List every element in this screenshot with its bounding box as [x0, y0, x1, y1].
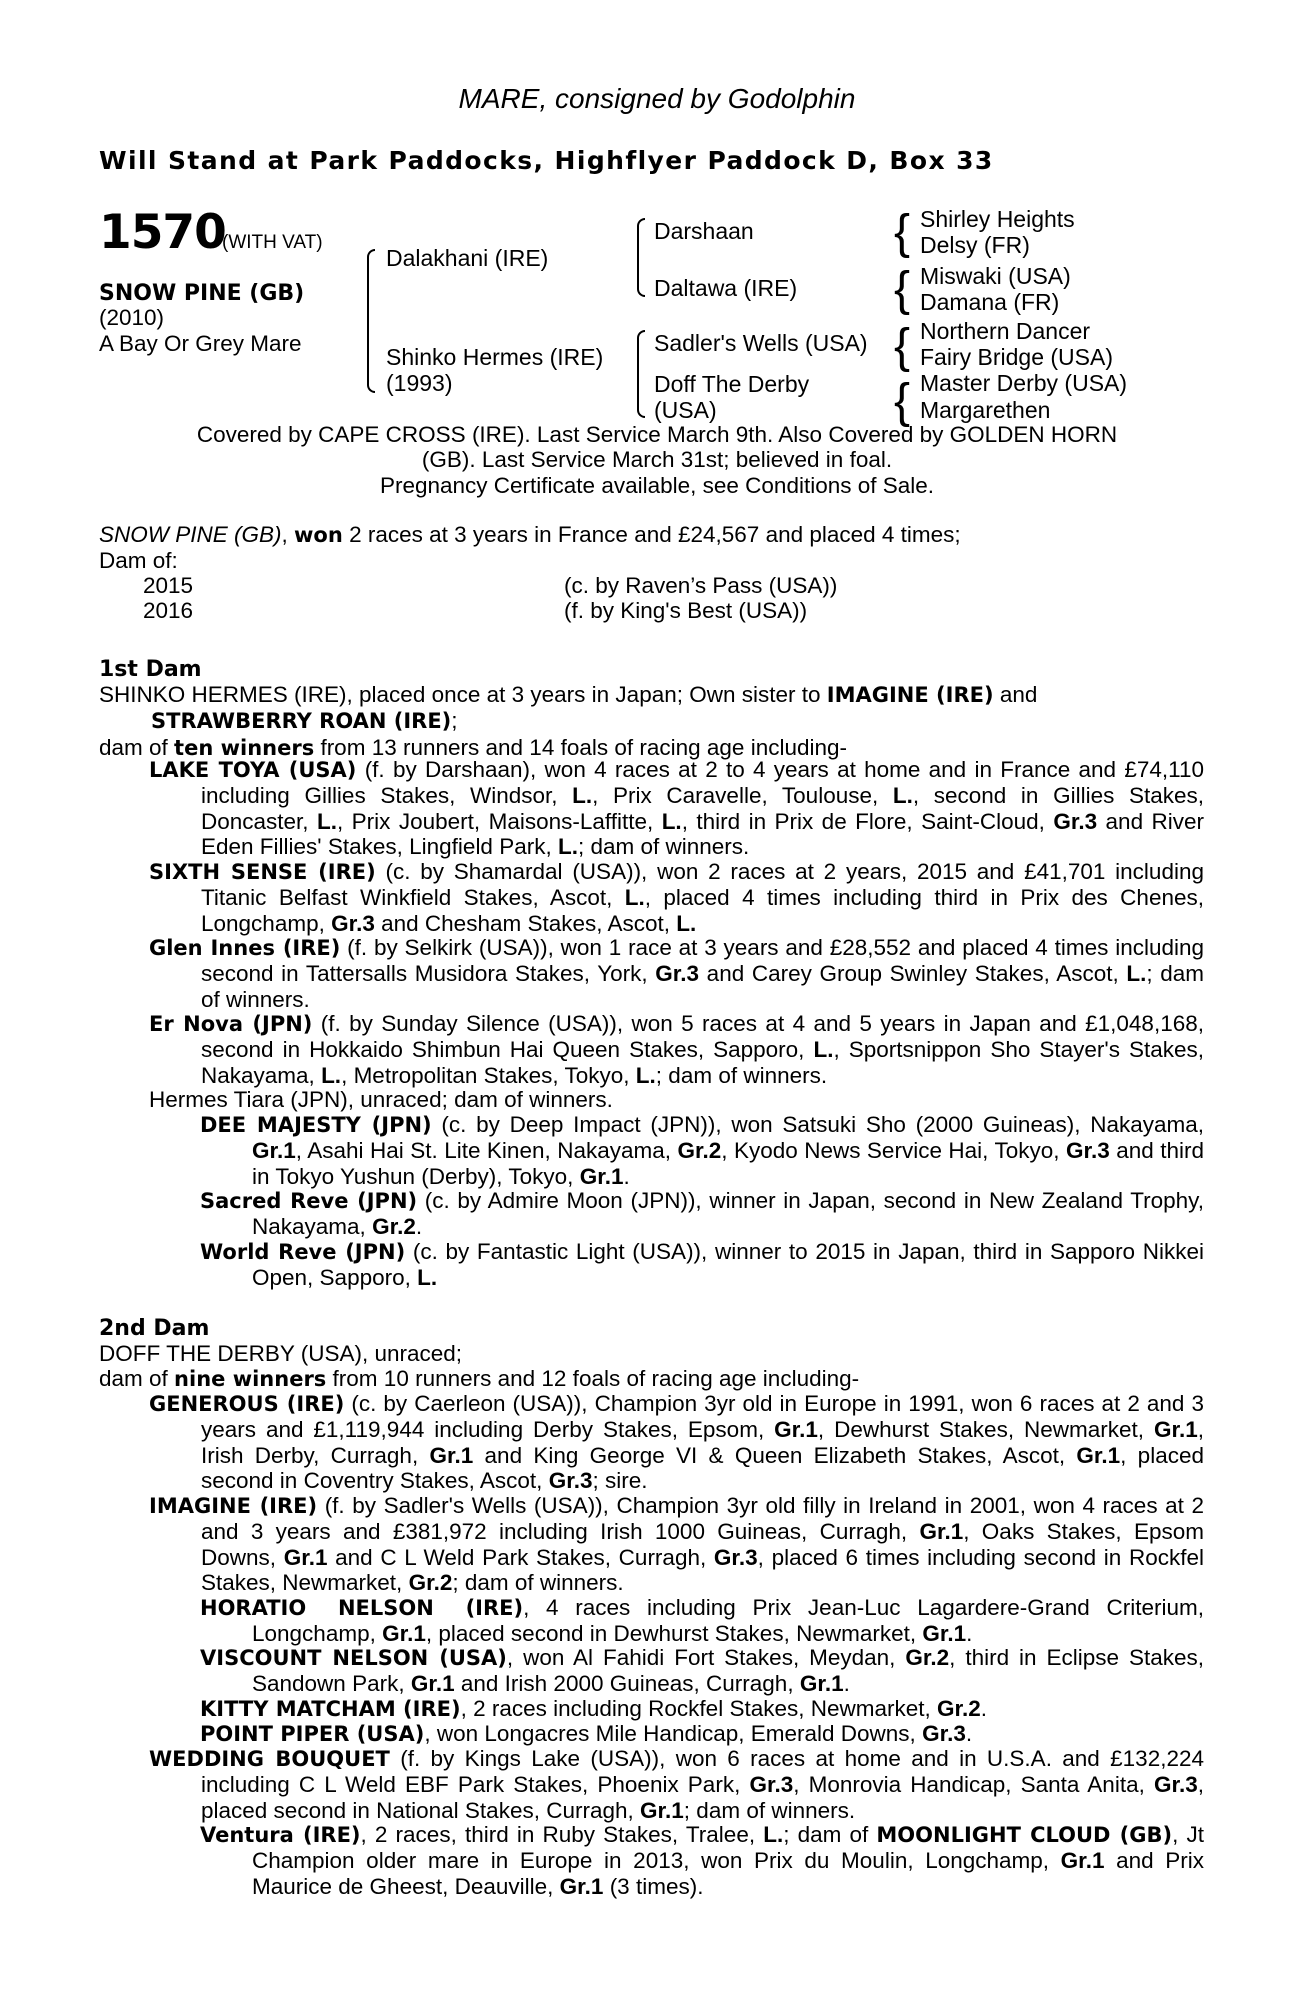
entry-text: (f. by Selkirk (USA)), won 1 race at 3 years and £28,552 and placed 4 times including second in Tattersalls Musidora Stakes, York, [201, 935, 1205, 987]
second-dam-intro: DOFF THE DERBY (USA), unraced; [99, 1341, 463, 1366]
entry-text: . [980, 1696, 988, 1721]
entry-text: , won Al Fahidi Fort Stakes, Meydan, [506, 1645, 906, 1670]
pedigree-brace-5: { [894, 263, 911, 316]
first-dam-entry-7 [200, 1188, 1204, 1240]
pedigree-g2: Delsy (FR) [920, 232, 1030, 258]
entry-text: . [623, 1163, 630, 1189]
group-tag: Gr.1 [559, 1873, 604, 1899]
entry-name: IMAGINE (IRE) [149, 1494, 318, 1518]
listed-tag: L. [417, 1265, 438, 1291]
entry-text: (c. by Fantastic Light (USA)), winner to 2015 in Japan, third in Sapporo Nikkei Open, Sapporo, [252, 1239, 1204, 1291]
entry-text: ; dam of winners. [452, 1570, 624, 1596]
pedigree-brace-2 [637, 218, 645, 297]
mare-record-text: 2 races at 3 years in France and £24,567 and placed 4 times; [342, 522, 961, 547]
group-tag: Gr.3 [749, 1772, 794, 1798]
group-tag: Gr.1 [1060, 1848, 1105, 1874]
horse-name: SNOW PINE (GB) [99, 281, 305, 306]
produce-year-1: 2015 [143, 573, 194, 598]
first-dam-entry-6 [200, 1112, 1204, 1189]
entry-text: , 4 races including Prix Jean-Luc Lagardere-Grand Criterium, Longchamp, [252, 1595, 1204, 1647]
first-dam-entry-8 [200, 1239, 1204, 1291]
entry-text: ; dam of winners. [577, 834, 750, 860]
intro-text: SHINKO HERMES (IRE), placed once at 3 years in Japan; Own sister to [99, 682, 827, 707]
entry-text: , 2 races, third in Ruby Stakes, Tralee, [360, 1822, 764, 1847]
listed-tag: L. [321, 1062, 342, 1088]
entry-text: and Chesham Stakes, Ascot, [374, 910, 677, 936]
group-tag: Gr.2 [372, 1214, 416, 1240]
entry-text: , Monrovia Handicap, Santa Anita, [793, 1772, 1154, 1798]
group-tag: Gr.2 [677, 1138, 722, 1164]
first-dam-intro [99, 682, 1204, 761]
first-dam-entry-2 [149, 859, 1204, 936]
pedigree-g7: Master Derby (USA) [920, 370, 1128, 396]
mare-record: SNOW PINE (GB), won 2 races at 3 years in France and £24,567 and placed 4 times; [99, 522, 961, 547]
group-tag: Gr.3 [1153, 1772, 1198, 1798]
entry-text: ; dam of winners. [655, 1062, 828, 1088]
entry-text: , Jt Champion older mare in Europe in 2013, won Prix du Moulin, Longchamp, [252, 1822, 1204, 1874]
sibling-name: STRAWBERRY ROAN (IRE) [151, 709, 452, 734]
group-tag: Gr.3 [1065, 1138, 1110, 1164]
foaling-year: (2010) [99, 305, 165, 330]
entry-text: , Sportsnippon Sho Stayer's Stakes, Nakayama, [201, 1037, 1204, 1088]
pedigree-g1: Shirley Heights [920, 206, 1075, 232]
group-tag: Gr.1 [919, 1519, 964, 1545]
entry-name: WEDDING BOUQUET [149, 1747, 390, 1771]
group-tag: Gr.3 [548, 1468, 593, 1494]
group-tag: Gr.3 [922, 1721, 966, 1746]
pedigree-dam-year: (1993) [386, 370, 453, 396]
group-tag: Gr.1 [922, 1621, 967, 1647]
entry-text: , Prix Caravelle, Toulouse, [592, 783, 893, 809]
entry-text: (c. by Admire Moon (JPN)), winner in Japan, second in New Zealand Trophy, Nakayama, [252, 1188, 1204, 1240]
pedigree-g4: Damana (FR) [920, 289, 1060, 315]
first-dam-entry-1 [149, 757, 1205, 860]
entry-text: ; sire. [592, 1468, 648, 1494]
entry-text: and King George VI & Queen Elizabeth Stakes, Ascot, [473, 1442, 1077, 1468]
second-dam-entry-3 [200, 1595, 1204, 1647]
group-tag: Gr.3 [655, 961, 700, 987]
first-dam-entry-5: Hermes Tiara (JPN), unraced; dam of winners. [149, 1087, 613, 1112]
first-dam-entry-4 [149, 1011, 1204, 1088]
entry-name: Er Nova (JPN) [149, 1012, 313, 1036]
entry-text: (f. by Kings Lake (USA)), won 6 races at home and in U.S.A. and £132,224 including C L Weld EBF Park Stakes, Phoenix Park, [201, 1746, 1204, 1798]
second-dam-entry-4 [200, 1645, 1205, 1697]
listed-tag: L. [763, 1822, 784, 1847]
group-tag: Gr.1 [382, 1621, 426, 1647]
entry-text: ; dam of winners. [201, 961, 1204, 1012]
group-tag: Gr.1 [283, 1544, 328, 1570]
entry-text: . [965, 1721, 973, 1746]
lot-number: 1570 [99, 205, 226, 260]
group-tag: Gr.1 [640, 1797, 684, 1823]
entry-text: ; dam of winners. [683, 1797, 856, 1823]
pedigree-brace-6: { [894, 320, 911, 373]
pedigree-dam: Shinko Hermes (IRE) [386, 344, 604, 370]
entry-name: MOONLIGHT CLOUD (GB) [876, 1823, 1173, 1847]
pedigree-g3: Miswaki (USA) [920, 263, 1071, 289]
entry-text: and third in Tokyo Yushun (Derby), Tokyo, [252, 1138, 1204, 1189]
covering-line-2: (GB). Last Service March 31st; believed in foal. [421, 447, 893, 473]
entry-text: and River Eden Fillies' Stakes, Lingfield Park, [201, 808, 1205, 860]
entry-text: and C L Weld Park Stakes, Curragh, [327, 1544, 714, 1570]
entry-name: Glen Innes (IRE) [149, 936, 341, 960]
entry-text: and Prix Maurice de Gheest, Deauville, [252, 1848, 1204, 1899]
intro-text: and [993, 682, 1038, 707]
entry-text: (3 times). [603, 1873, 704, 1899]
covering-info [99, 422, 1215, 498]
pedigree-brace-1 [367, 249, 375, 393]
entry-name: LAKE TOYA (USA) [149, 758, 357, 782]
entry-text: , second in Gillies Stakes, Doncaster, [201, 783, 1204, 834]
second-dam-damof [99, 1366, 859, 1392]
group-tag: Gr.3 [331, 910, 375, 936]
group-tag: Gr.2 [408, 1570, 453, 1596]
second-dam-entry-8 [200, 1822, 1204, 1899]
produce-detail-2: (f. by King's Best (USA)) [564, 598, 808, 623]
group-tag: Gr.1 [410, 1671, 455, 1697]
entry-text: , 2 races including Rockfel Stakes, Newmarket, [460, 1696, 938, 1721]
second-dam-entry-2 [149, 1493, 1204, 1596]
covering-line-3: Pregnancy Certificate available, see Conditions of Sale. [379, 472, 935, 498]
entry-text: , Oaks Stakes, Epsom Downs, [201, 1519, 1204, 1570]
entry-text: (f. by Sadler's Wells (USA)), Champion 3yr old filly in Ireland in 2001, won 4 races at 2 and 3 years and £381,972 including Irish 1000 Guineas, Curragh, [201, 1493, 1204, 1545]
pedigree-brace-7: { [894, 375, 911, 428]
listed-tag: L. [676, 910, 697, 936]
second-dam-heading: 2nd Dam [99, 1316, 210, 1341]
dam-of-label: Dam of: [99, 548, 178, 573]
entry-text: . [415, 1214, 423, 1240]
entry-name: SIXTH SENSE (IRE) [149, 860, 376, 884]
entry-name: Sacred Reve (JPN) [200, 1189, 418, 1213]
winners-count: nine winners [174, 1367, 327, 1391]
listed-tag: L. [572, 783, 593, 809]
intro-text: ; [451, 708, 458, 734]
pedigree-dam-sire: Sadler's Wells (USA) [654, 330, 868, 356]
entry-text: , third in Prix de Flore, Saint-Cloud, [681, 808, 1054, 834]
listed-tag: L. [813, 1037, 834, 1063]
second-dam-entry-6 [200, 1721, 1204, 1747]
covering-line-1: Covered by CAPE CROSS (IRE). Last Service March 9th. Also Covered by GOLDEN HORN [196, 422, 1118, 447]
entry-name: World Reve (JPN) [200, 1240, 406, 1264]
horse-description: A Bay Or Grey Mare [99, 331, 302, 356]
first-dam-heading: 1st Dam [99, 657, 202, 682]
sibling-name: IMAGINE (IRE) [826, 683, 994, 707]
produce-detail-1: (c. by Raven’s Pass (USA)) [564, 573, 838, 598]
pedigree-brace-3 [637, 330, 645, 418]
damof-text: from 10 runners and 12 foals of racing age including- [326, 1366, 860, 1391]
second-dam-entry-7 [149, 1746, 1204, 1823]
winners-count: ten winners [174, 735, 315, 760]
listed-tag: L. [892, 783, 913, 809]
entry-name: HORATIO NELSON (IRE) [200, 1596, 524, 1620]
entry-text: , Asahi Hai St. Lite Kinen, Nakayama, [295, 1138, 678, 1164]
entry-name: VISCOUNT NELSON (USA) [200, 1646, 507, 1670]
entry-text: , third in Eclipse Stakes, Sandown Park, [252, 1645, 1205, 1697]
damof-text: from 13 runners and 14 foals of racing age including- [314, 734, 848, 760]
entry-text: (c. by Deep Impact (JPN)), won Satsuki Sho (2000 Guineas), Nakayama, [431, 1112, 1204, 1137]
group-tag: Gr.1 [579, 1163, 624, 1189]
pedigree-sire-dam: Daltawa (IRE) [654, 275, 798, 301]
listed-tag: L. [1126, 961, 1147, 987]
second-dam-entry-5 [200, 1696, 1204, 1722]
second-dam-entry-1 [149, 1391, 1204, 1494]
vat-note: (WITH VAT) [222, 232, 323, 253]
entry-name: Ventura (IRE) [200, 1823, 361, 1847]
entry-text: (f. by Darshaan), won 4 races at 2 to 4 years at home and in France and £74,110 including Gillies Stakes, Windsor, [201, 757, 1204, 809]
entry-text: , Metropolitan Stakes, Tokyo, [341, 1062, 636, 1088]
entry-name: POINT PIPER (USA) [200, 1722, 425, 1746]
group-tag: Gr.3 [713, 1544, 758, 1570]
entry-text: , placed second in Dewhurst Stakes, Newmarket, [425, 1621, 923, 1647]
entry-text: , placed 6 times including second in Rockfel Stakes, Newmarket, [201, 1544, 1204, 1596]
entry-text: , Prix Joubert, Maisons-Laffitte, [337, 808, 662, 834]
pedigree-g5: Northern Dancer [920, 318, 1091, 344]
pedigree-g6: Fairy Bridge (USA) [920, 344, 1113, 370]
entry-text: , Dewhurst Stakes, Newmarket, [817, 1417, 1154, 1443]
pedigree-dam-dam-origin: (USA) [654, 397, 717, 423]
listed-tag: L. [661, 808, 682, 834]
entry-text: and Carey Group Swinley Stakes, Ascot, [699, 961, 1127, 987]
pedigree-brace-4: { [894, 206, 911, 259]
entry-text: and Irish 2000 Guineas, Curragh, [454, 1671, 800, 1697]
entry-name: GENEROUS (IRE) [149, 1392, 345, 1416]
pedigree-g8: Margarethen [920, 397, 1051, 423]
entry-text: , Irish Derby, Curragh, [201, 1417, 1204, 1468]
group-tag: Gr.1 [1076, 1442, 1121, 1468]
group-tag: Gr.2 [905, 1645, 950, 1670]
listed-tag: L. [317, 808, 337, 834]
pedigree-sire: Dalakhani (IRE) [386, 245, 549, 271]
damof-text: dam of [99, 734, 175, 760]
group-tag: Gr.1 [1153, 1417, 1198, 1443]
listed-tag: L. [635, 1062, 656, 1088]
won-label: won [294, 523, 343, 547]
group-tag: Gr.1 [429, 1442, 474, 1468]
mare-name: SNOW PINE (GB) [99, 522, 282, 547]
entry-text: , placed second in National Stakes, Curragh, [201, 1772, 1204, 1823]
entry-text: , won Longacres Mile Handicap, Emerald Downs, [424, 1721, 923, 1746]
page-title: MARE, consigned by Godolphin [458, 83, 856, 114]
entry-text: , placed 4 times including third in Prix des Chenes, Longchamp, [201, 885, 1204, 936]
entry-name: DEE MAJESTY (JPN) [200, 1113, 432, 1137]
entry-text: . [966, 1621, 973, 1647]
group-tag: Gr.1 [774, 1417, 818, 1443]
entry-name: KITTY MATCHAM (IRE) [200, 1697, 461, 1721]
entry-text: , Kyodo News Service Hai, Tokyo, [721, 1138, 1066, 1164]
group-tag: Gr.2 [937, 1696, 981, 1721]
entry-text: ; dam of [783, 1822, 877, 1847]
first-dam-entry-3 [149, 935, 1205, 1012]
listed-tag: L. [624, 885, 645, 911]
group-tag: Gr.3 [1053, 808, 1098, 834]
listed-tag: L. [557, 834, 578, 860]
group-tag: Gr.1 [252, 1138, 296, 1164]
entry-text: , placed second in Coventry Stakes, Ascot, [201, 1442, 1204, 1494]
pedigree-sire-sire: Darshaan [654, 218, 754, 244]
damof-text: dam of [99, 1366, 175, 1391]
group-tag: Gr.1 [799, 1671, 844, 1697]
pedigree-dam-dam: Doff The Derby [654, 371, 810, 397]
entry-text: (c. by Shamardal (USA)), won 2 races at 2 years, 2015 and £41,701 including Titanic Belfast Winkfield Stakes, Ascot, [201, 859, 1204, 911]
entry-text: . [843, 1671, 850, 1697]
produce-year-2: 2016 [143, 598, 194, 623]
entry-text: (c. by Caerleon (USA)), Champion 3yr old in Europe in 1991, won 6 races at 2 and 3 years and £1,119,944 including Derby Stakes, Epsom, [201, 1391, 1204, 1443]
entry-text: (f. by Sunday Silence (USA)), won 5 races at 4 and 5 years in Japan and £1,048,168, second in Hokkaido Shimbun Hai Queen Stakes, Sapporo, [201, 1011, 1204, 1063]
stand-location: Will Stand at Park Paddocks, Highflyer Paddock D, Box 33 [99, 146, 994, 175]
